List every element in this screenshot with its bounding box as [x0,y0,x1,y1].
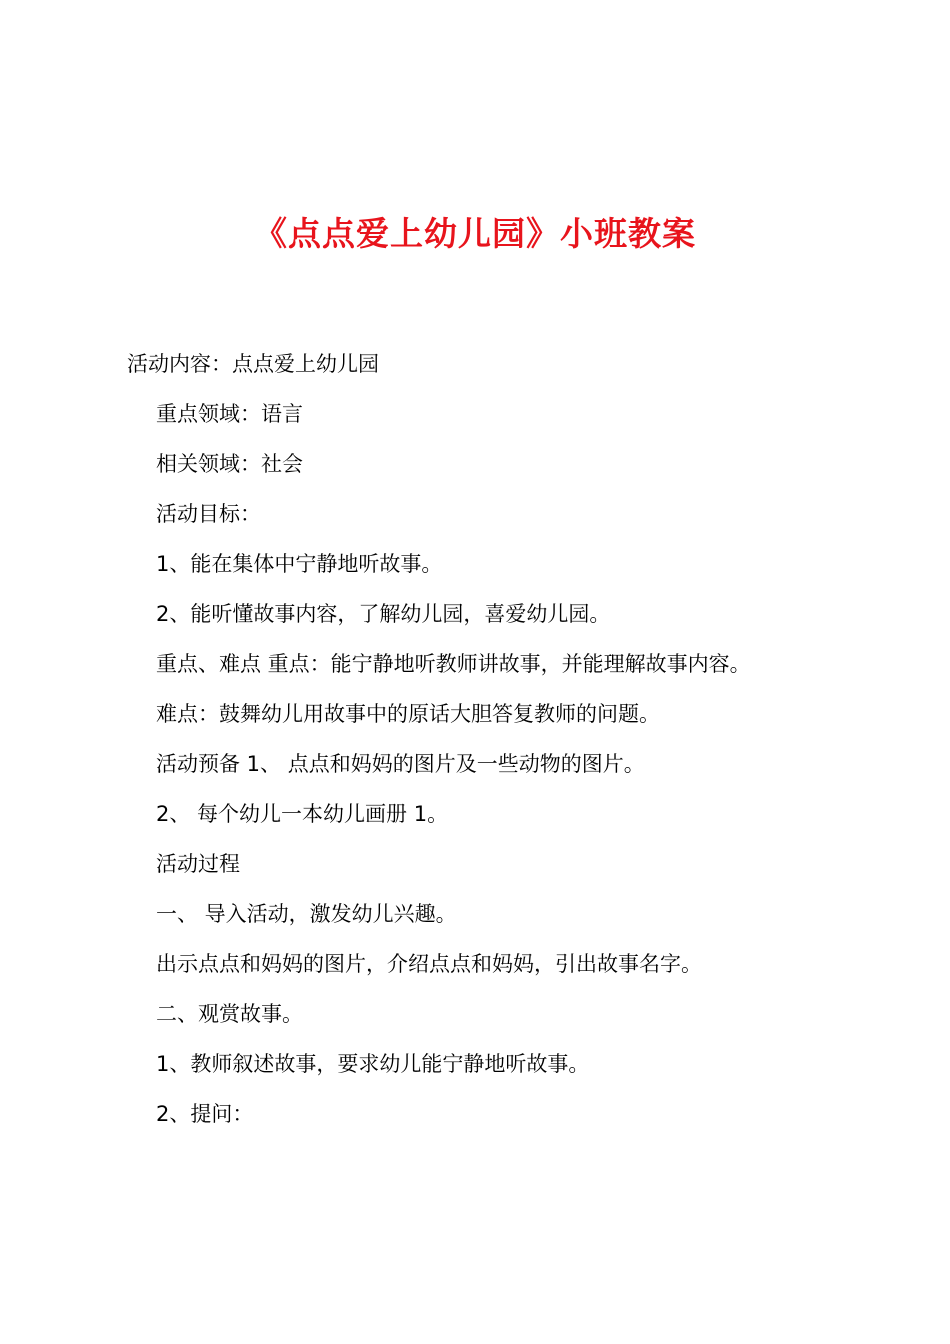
paragraph-related-domain: 相关领域：社会 [156,452,303,476]
paragraph-goals-heading: 活动目标： [156,502,261,526]
paragraph-activity-content: 活动内容：点点爱上幼儿园 [127,352,379,376]
paragraph-step-1-detail: 出示点点和妈妈的图片，介绍点点和妈妈，引出故事名字。 [156,952,702,976]
paragraph-difficulty: 难点：鼓舞幼儿用故事中的原话大胆答复教师的问题。 [156,702,660,726]
paragraph-step-2-item-2: 2、提问： [156,1102,254,1126]
paragraph-key-points: 重点、难点 重点：能宁静地听教师讲故事，并能理解故事内容。 [156,652,751,676]
paragraph-step-1: 一、 导入活动，激发幼儿兴趣。 [156,902,457,926]
document-title: 《点点爱上幼儿园》小班教案 [254,214,696,253]
paragraph-step-2-item-1: 1、教师叙述故事，要求幼儿能宁静地听故事。 [156,1052,590,1076]
paragraph-key-domain: 重点领域：语言 [156,402,303,426]
paragraph-step-2: 二、观赏故事。 [156,1002,303,1026]
paragraph-preparation-1: 活动预备 1、 点点和妈妈的图片及一些动物的图片。 [156,752,645,776]
paragraph-preparation-2: 2、 每个幼儿一本幼儿画册 1。 [156,802,449,826]
paragraph-goal-1: 1、能在集体中宁静地听故事。 [156,552,443,576]
document-body [0,344,950,1144]
paragraph-process-heading: 活动过程 [156,852,240,876]
paragraph-goal-2: 2、能听懂故事内容，了解幼儿园，喜爱幼儿园。 [156,602,611,626]
